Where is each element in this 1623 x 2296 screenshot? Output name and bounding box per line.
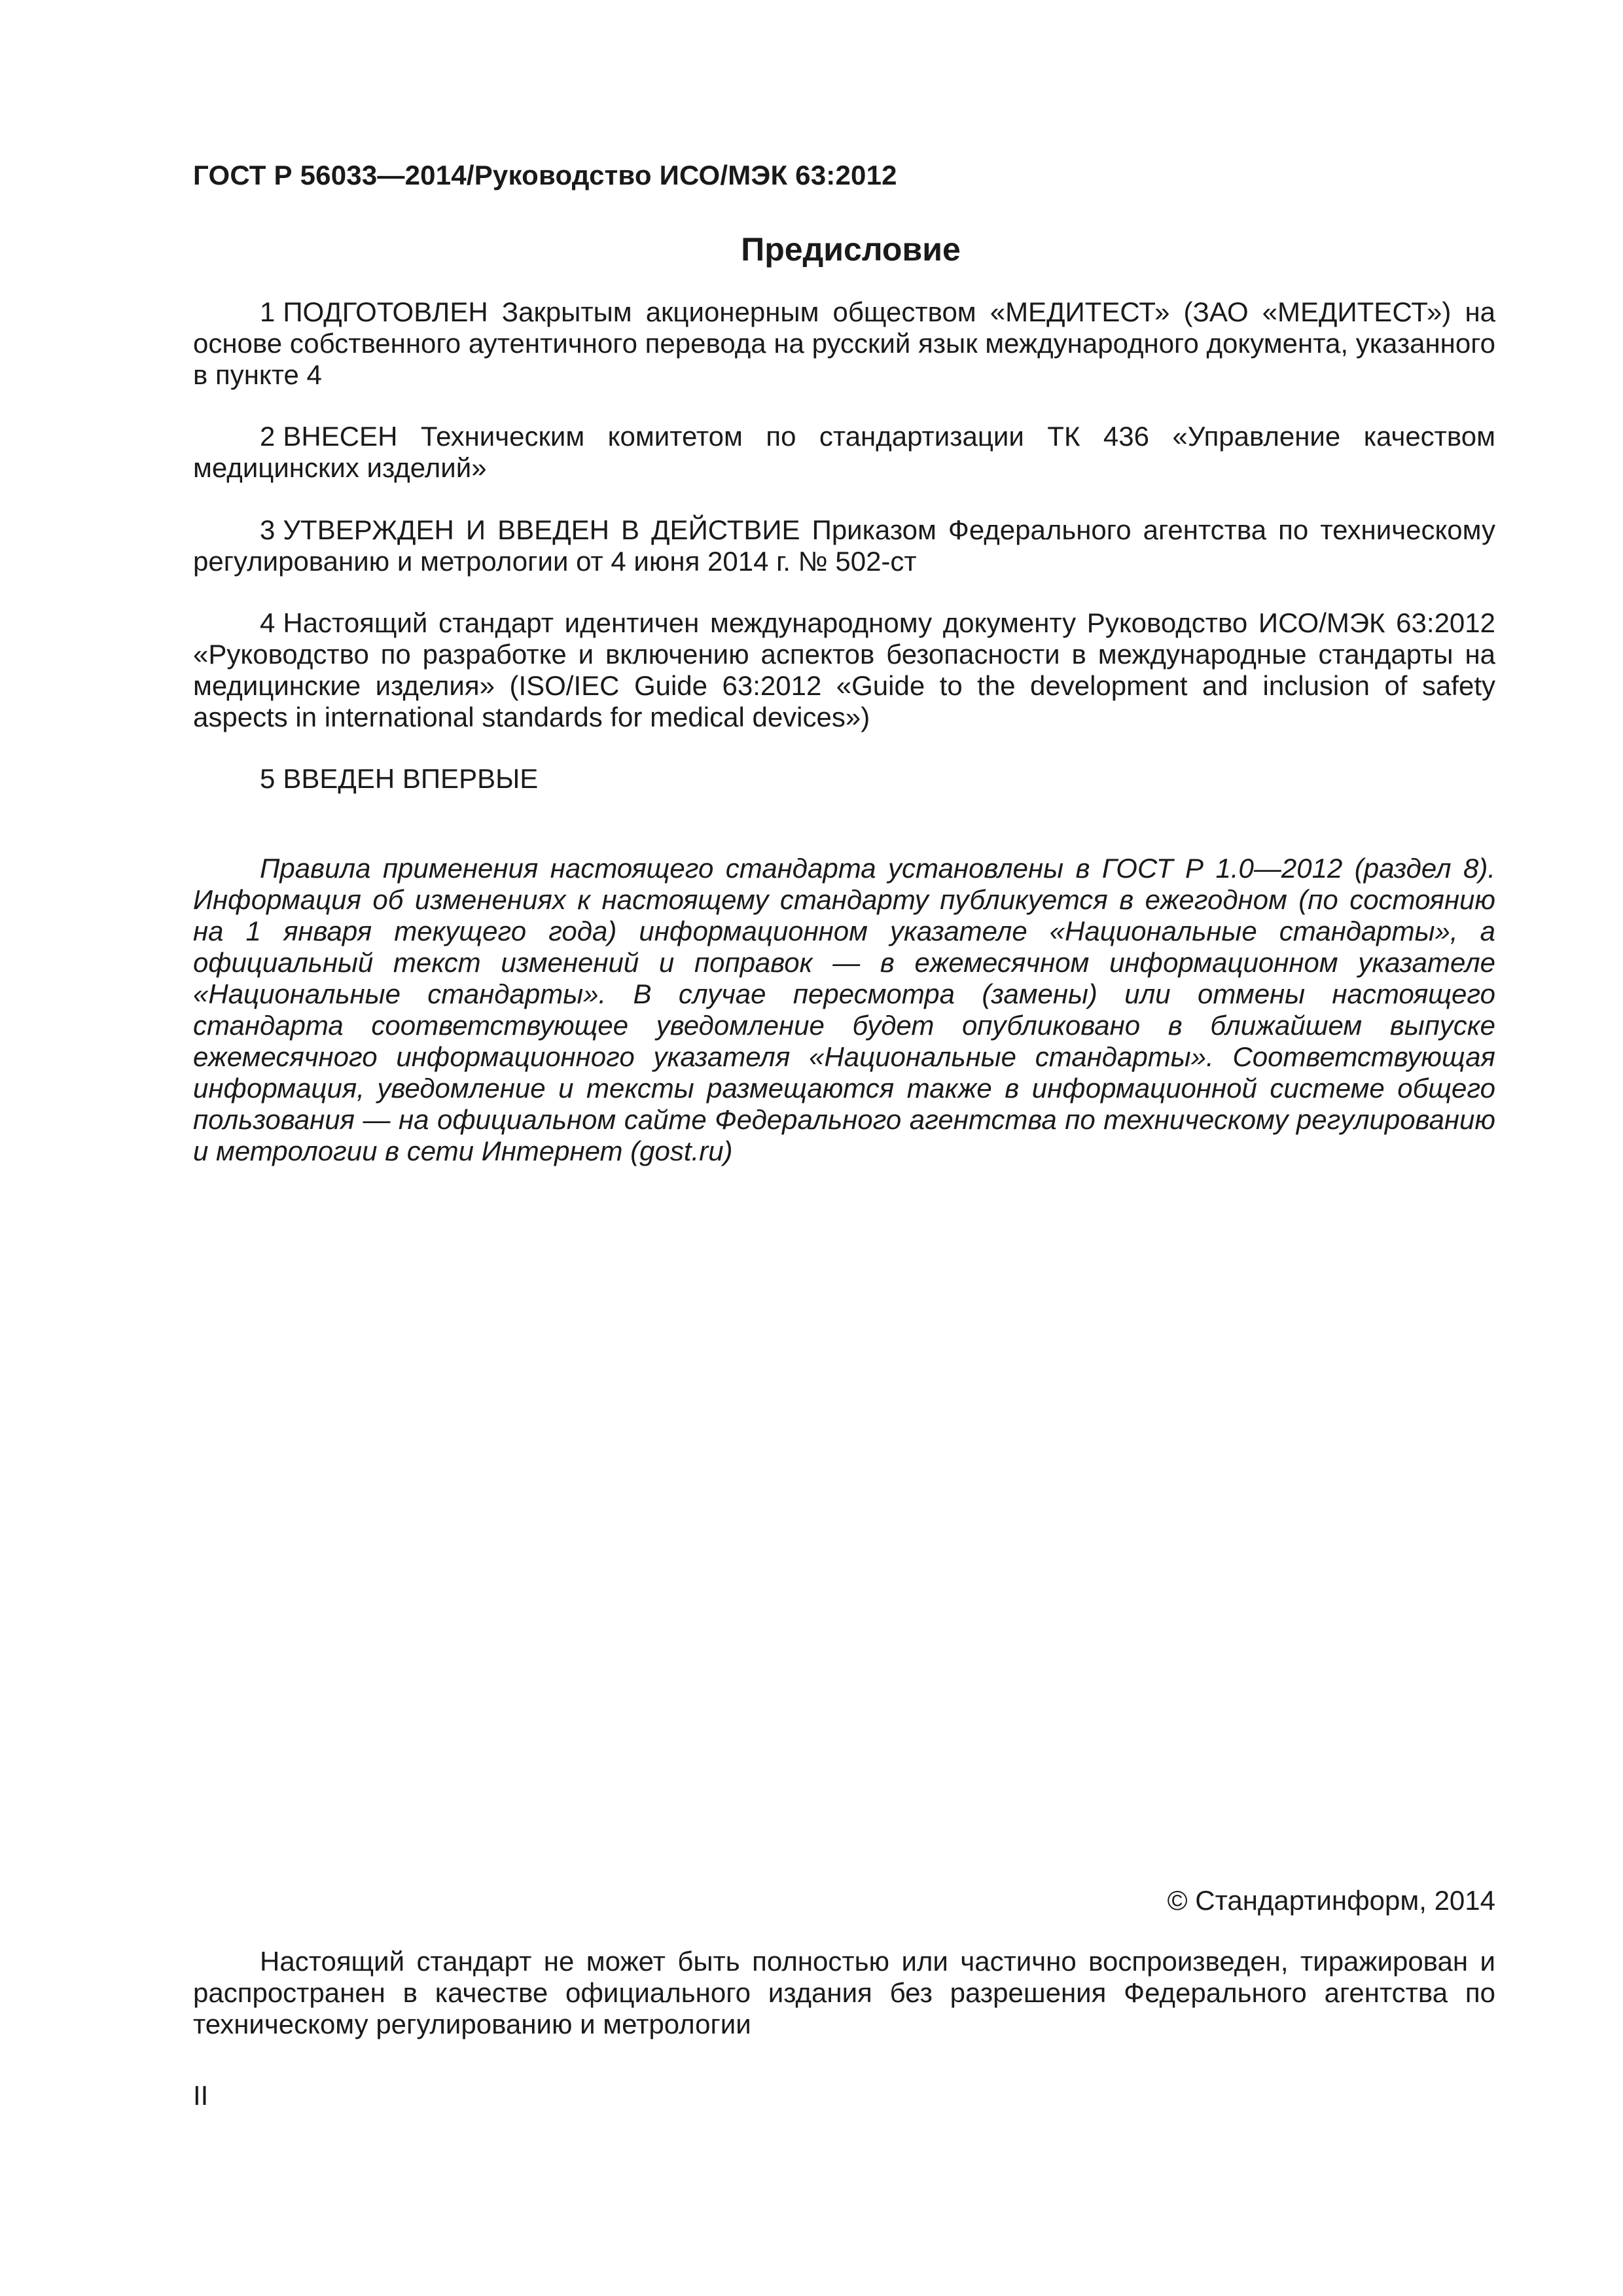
copyright-line: © Стандартинформ, 2014 (1167, 1885, 1495, 1916)
foreword-item (193, 607, 1495, 733)
item-text: ВВЕДЕН ВПЕРВЫЕ (283, 763, 539, 794)
item-number: 2 (260, 421, 276, 452)
foreword-item (193, 296, 1495, 391)
item-number: 1 (260, 296, 276, 327)
reproduction-notice: Настоящий стандарт не может быть полностью или частично воспроизведен, тиражирован и распространен в качестве официального издания без разрешения Федерального агентства по техническому регулированию и метрологии (193, 1946, 1495, 2039)
page-number: II (193, 2080, 209, 2111)
item-number: 5 (260, 763, 276, 794)
document-header: ГОСТ Р 56033—2014/Руководство ИСО/МЭК 63:2012 (193, 160, 897, 190)
item-number: 3 (260, 514, 276, 545)
page-title: Предисловие (741, 231, 961, 268)
foreword-item (193, 421, 1495, 484)
item-text: Настоящий стандарт идентичен международному документу Руководство ИСО/МЭК 63:2012 «Руководство по разработке и включению аспектов безопасности в международные стандарты на медицинские изделия» (ISO/IEC Guide 63:2012 «Guide to the development and inclusion of safety aspects in international standards for medical devices») (193, 607, 1495, 732)
foreword-item (193, 763, 1495, 795)
application-rules-notice: Правила применения настоящего стандарта установлены в ГОСТ Р 1.0—2012 (раздел 8). Информация об изменениях к настоящему стандарту публикуется в ежегодном (по состоянию на 1 января текущего года) информационном указателе «Национальные стандарты», а официальный текст изменений и поправок — в ежемесячном информационном указателе «Национальные стандарты». В случае пересмотра (замены) или отмены настоящего стандарта соответствующее уведомление будет опубликовано в ближайшем выпуске ежемесячного информационного указателя «Национальные стандарты». Соответствующая информация, уведомление и тексты размещаются также в информационной системе общего пользования — на официальном сайте Федерального агентства по техническому регулированию и метрологии в сети Интернет (gost.ru) (193, 853, 1495, 1166)
item-number: 4 (260, 607, 276, 638)
item-text: УТВЕРЖДЕН И ВВЕДЕН В ДЕЙСТВИЕ Приказом Федерального агентства по техническому регулированию и метрологии от 4 июня 2014 г. № 502-ст (193, 514, 1495, 577)
foreword-item (193, 514, 1495, 577)
item-text: ПОДГОТОВЛЕН Закрытым акционерным обществом «МЕДИТЕСТ» (ЗАО «МЕДИТЕСТ») на основе собственного аутентичного перевода на русский язык международного документа, указанного в пункте 4 (193, 296, 1495, 390)
item-text: ВНЕСЕН Техническим комитетом по стандартизации ТК 436 «Управление качеством медицинских изделий» (193, 421, 1495, 483)
